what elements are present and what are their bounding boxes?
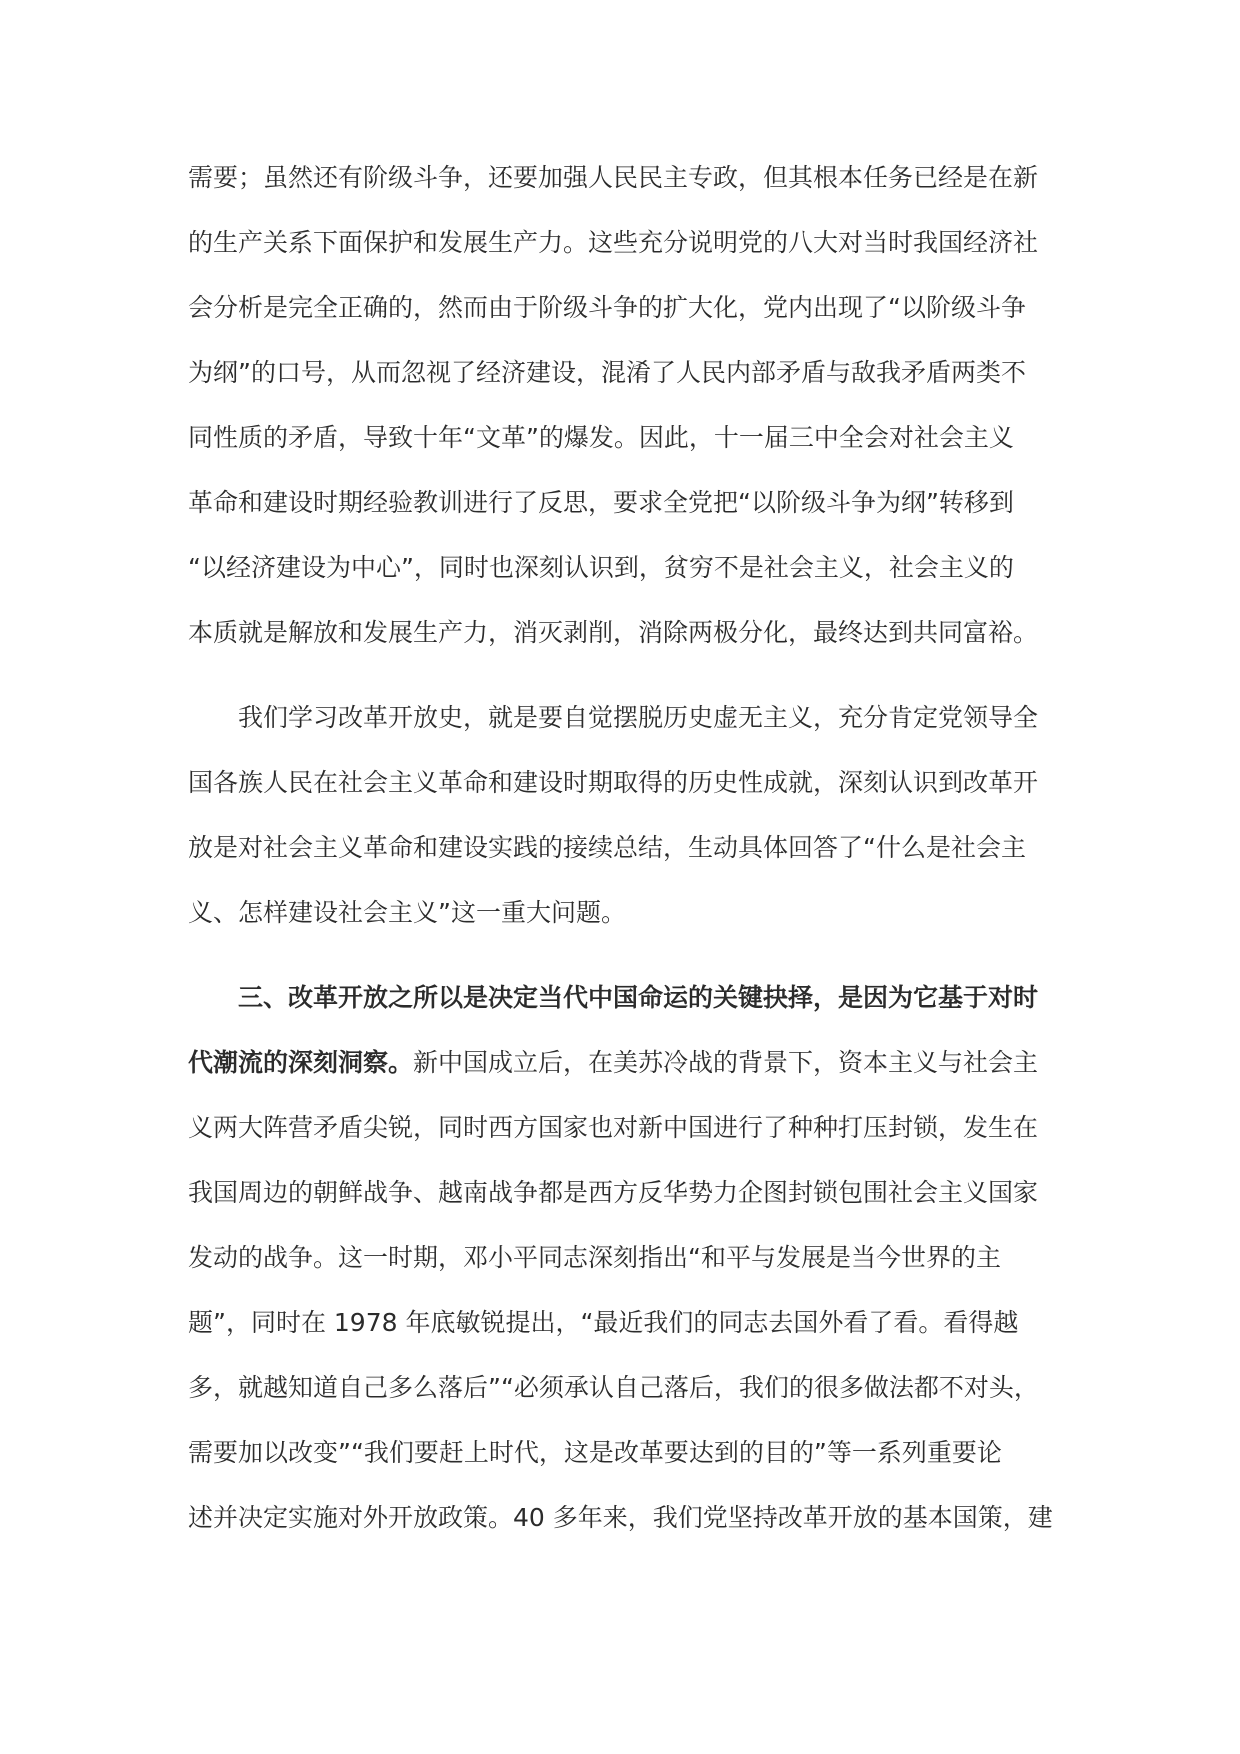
paragraph-1 — [188, 158, 1054, 678]
paragraph-spacer — [188, 678, 1054, 698]
text-line: 我国周边的朝鲜战争、越南战争都是西方反华势力企图封锁包围社会主义国家 — [188, 1178, 1039, 1207]
document-body — [188, 158, 1054, 1563]
text-line: 需要；虽然还有阶级斗争，还要加强人民民主专政，但其根本任务已经是在新 — [188, 163, 1039, 192]
text-line: 本质就是解放和发展生产力，消灭剥削，消除两极分化，最终达到共同富裕。 — [188, 618, 1039, 647]
text-line: “以经济建设为中心”，同时也深刻认识到，贫穷不是社会主义，社会主义的 — [188, 553, 1014, 582]
text-line: 会分析是完全正确的，然而由于阶级斗争的扩大化，党内出现了“以阶级斗争 — [188, 293, 1026, 322]
text-run: 新中国成立后，在美苏冷战的背景下，资本主义与社会主 — [413, 1048, 1039, 1077]
text-line — [188, 1043, 1054, 1108]
text-line: 题”，同时在 1978 年底敏锐提出，“最近我们的同志去国外看了看。看得越 — [188, 1308, 1019, 1337]
text-line: 放是对社会主义革命和建设实践的接续总结，生动具体回答了“什么是社会主 — [188, 833, 1026, 862]
section-heading-line: 三、改革开放之所以是决定当代中国命运的关键抉择，是因为它基于对时 — [238, 983, 1039, 1012]
text-line: 需要加以改变”“我们要赶上时代，这是改革要达到的目的”等一系列重要论 — [188, 1438, 1002, 1467]
text-line: 述并决定实施对外开放政策。40 多年来，我们党坚持改革开放的基本国策，建 — [188, 1503, 1053, 1532]
text-line: 多，就越知道自己多么落后”“必须承认自己落后，我们的很多做法都不对头， — [188, 1373, 1039, 1402]
text-line: 我们学习改革开放史，就是要自觉摆脱历史虚无主义，充分肯定党领导全 — [238, 703, 1039, 732]
paragraph-3 — [188, 978, 1054, 1563]
paragraph-2 — [188, 698, 1054, 958]
text-line: 为纲”的口号，从而忽视了经济建设，混淆了人民内部矛盾与敌我矛盾两类不 — [188, 358, 1026, 387]
text-line: 同性质的矛盾，导致十年“文革”的爆发。因此，十一届三中全会对社会主义 — [188, 423, 1014, 452]
section-heading-end: 代潮流的深刻洞察。 — [188, 1048, 414, 1077]
text-line: 发动的战争。这一时期，邓小平同志深刻指出“和平与发展是当今世界的主 — [188, 1243, 1001, 1272]
text-line: 国各族人民在社会主义革命和建设时期取得的历史性成就，深刻认识到改革开 — [188, 768, 1039, 797]
text-line: 义、怎样建设社会主义”这一重大问题。 — [188, 898, 626, 927]
text-line: 革命和建设时期经验教训进行了反思，要求全党把“以阶级斗争为纲”转移到 — [188, 488, 1014, 517]
text-line: 的生产关系下面保护和发展生产力。这些充分说明党的八大对当时我国经济社 — [188, 228, 1039, 257]
text-line: 义两大阵营矛盾尖锐，同时西方国家也对新中国进行了种种打压封锁，发生在 — [188, 1113, 1039, 1142]
paragraph-spacer — [188, 958, 1054, 978]
